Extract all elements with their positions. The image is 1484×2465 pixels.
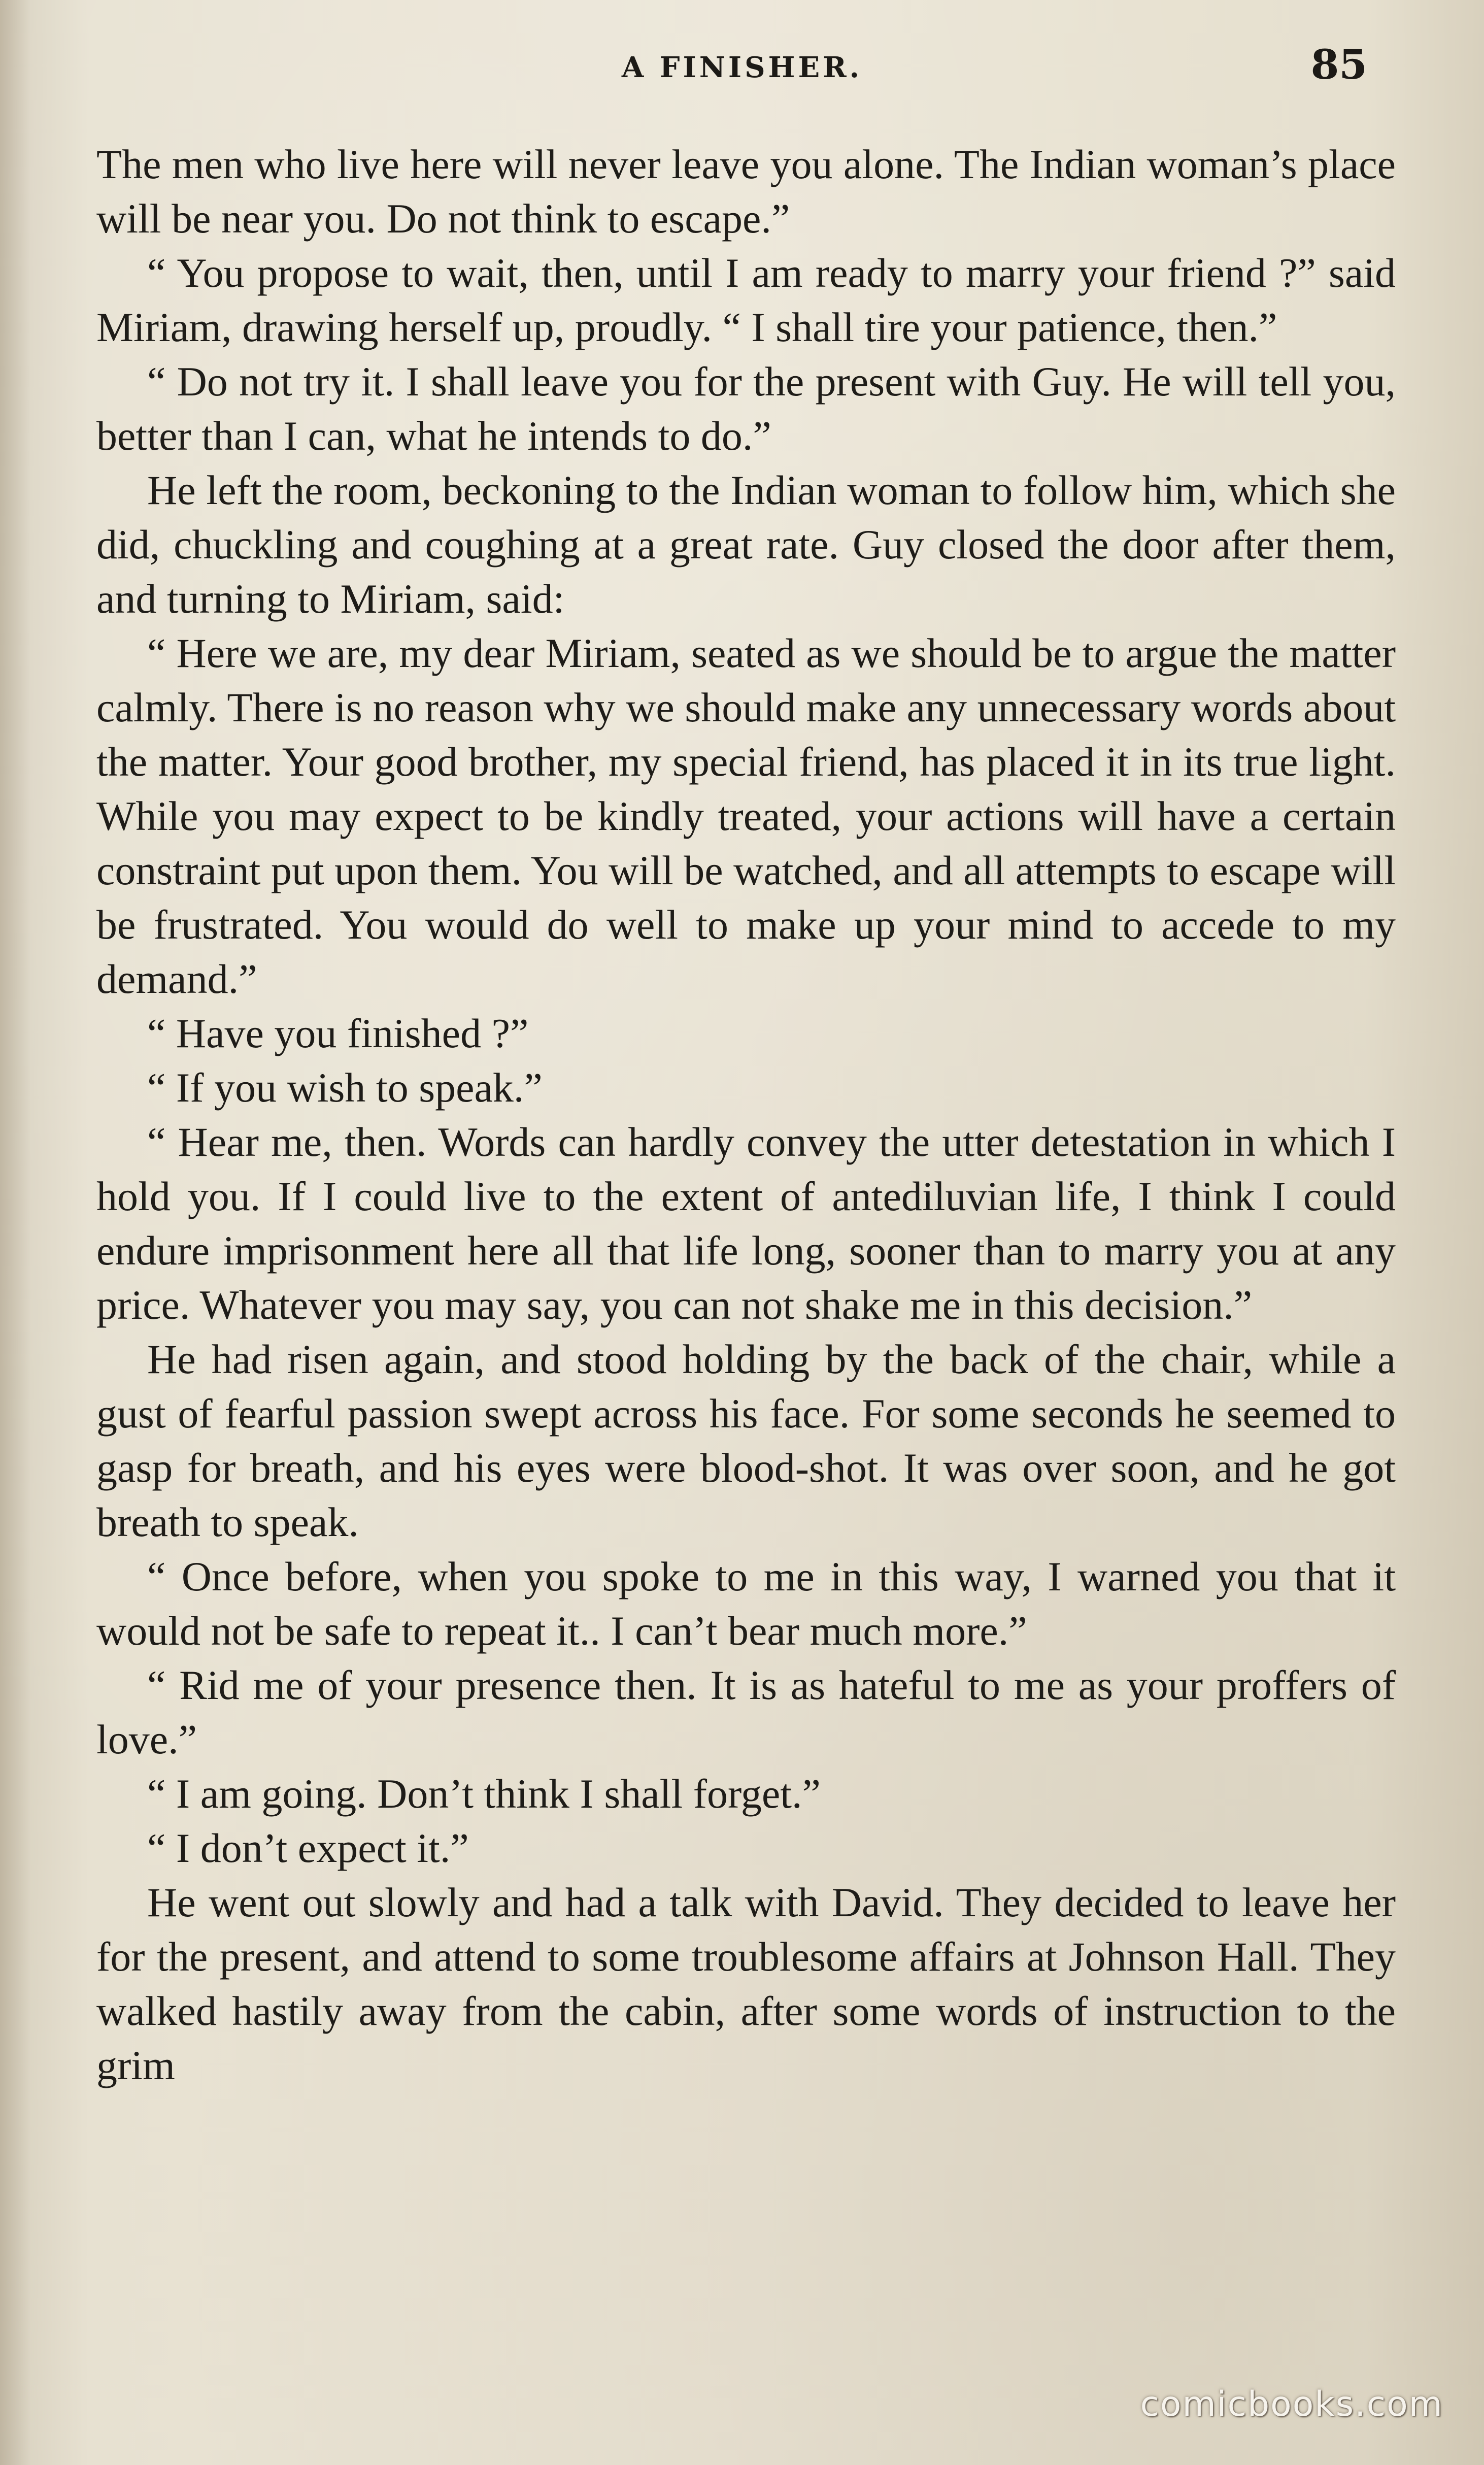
watermark: comicbooks.com	[1140, 2384, 1443, 2424]
paragraph: “ If you wish to speak.”	[147, 1064, 543, 1111]
paragraph: The men who live here will never leave you alone. The Indian woman’s place will be near you. Do not think to escape.”	[96, 141, 1396, 242]
page-edge-shadow	[0, 0, 30, 2465]
paragraph: “ Once before, when you spoke to me in this way, I warned you that it would not be safe to repeat it.. I can’t bear much more.”	[96, 1553, 1396, 1654]
paragraph: He had risen again, and stood holding by the back of the chair, while a gust of fearful passion swept across his face. For some seconds he seemed to gasp for breath, and his eyes were blood-shot. It was over soon, and he got breath to speak.	[96, 1336, 1396, 1545]
running-head: A FINISHER.	[621, 51, 863, 84]
page-number: 85	[1310, 41, 1367, 88]
paragraph: “ Do not try it. I shall leave you for the present with Guy. He will tell you, better than I can, what he intends to do.”	[96, 358, 1396, 459]
paragraph: “ Here we are, my dear Miriam, seated as we should be to argue the matter calmly. There is no reason why we should make any unnecessary words about the matter. Your good brother, my special friend, has placed it in its true light. While you may expect to be kindly treated, your actions will have a certain constraint put upon them. You will be watched, and all attempts to escape will be frustrated. You would do well to make up your mind to accede to my demand.”	[96, 630, 1396, 1002]
paragraph: “ You propose to wait, then, until I am ready to marry your friend ?” said Miriam, drawing herself up, proudly. “ I shall tire your patience, then.”	[96, 250, 1396, 350]
paragraph: “ I am going. Don’t think I shall forget.”	[147, 1771, 821, 1817]
paragraph: He left the room, beckoning to the Indian woman to follow him, which she did, chuckling and coughing at a great rate. Guy closed the door after them, and turning to Miriam, said:	[96, 467, 1396, 622]
paragraph: “ Rid me of your presence then. It is as hateful to me as your proffers of love.”	[96, 1662, 1396, 1762]
paragraph: “ Hear me, then. Words can hardly convey the utter detestation in which I hold you. If I could live to the extent of antediluvian life, I think I could endure imprisonment here all that life long, sooner than to marry you at any price. Whatever you may say, you can not shake me in this decision.”	[96, 1119, 1396, 1328]
paragraph: “ Have you finished ?”	[147, 1010, 529, 1056]
paragraph: He went out slowly and had a talk with David. They decided to leave her for the present, and attend to some troublesome affairs at Johnson Hall. They walked hastily away from the cabin, after some words of instruction to the grim	[96, 1879, 1396, 2088]
page-header	[0, 41, 1484, 96]
body-text	[96, 137, 1396, 2320]
paragraph: “ I don’t expect it.”	[147, 1825, 469, 1871]
